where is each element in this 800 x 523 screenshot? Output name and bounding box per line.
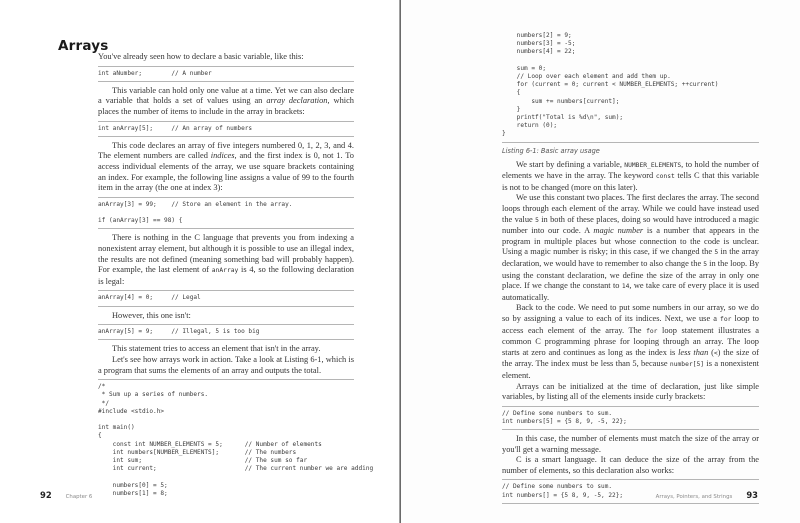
body-paragraph bbox=[502, 455, 759, 476]
text-run: ( bbox=[708, 347, 714, 357]
code-line: { bbox=[98, 432, 102, 440]
code-line: printf("Total is %d\n", sum); bbox=[502, 114, 624, 122]
emphasis-term: array declaration bbox=[266, 96, 328, 106]
code-line: return (0); bbox=[502, 122, 558, 130]
right-page-body bbox=[502, 32, 759, 508]
emphasis-term: indices bbox=[210, 151, 235, 161]
left-page-body bbox=[98, 52, 374, 505]
code-listing bbox=[98, 66, 354, 82]
body-paragraph bbox=[98, 311, 354, 322]
text-run: This code declares an array of five integers numbered 0, 1, 2, 3, and 4. The element numbers are called bbox=[98, 140, 354, 161]
code-line: numbers[1] = 8; bbox=[98, 489, 168, 497]
text-run: In this case, the number of elements must match the size of the array or you'll get a warning message. bbox=[502, 434, 759, 454]
code-line: numbers[3] = -5; bbox=[502, 40, 576, 48]
text-run: You've already seen how to declare a basic variable, like this: bbox=[98, 52, 304, 61]
inline-code: number[5] bbox=[669, 361, 705, 369]
text-run: Let's see how arrays work in action. Take a look at Listing 6-1, which is a program that sums the elements of an array and outputs the total. bbox=[98, 354, 354, 375]
code-line: int numbers[5] = {5 8, 9, -5, 22}; bbox=[502, 417, 627, 425]
text-run: We start by defining a variable, bbox=[516, 159, 625, 169]
emphasis-term: less than bbox=[678, 347, 709, 357]
body-paragraph bbox=[502, 160, 759, 194]
listing-caption: Listing 6-1: Basic array usage bbox=[502, 146, 600, 155]
code-line: const int NUMBER_ELEMENTS = 5; // Number of elements bbox=[98, 440, 322, 448]
page-number: 93 bbox=[746, 490, 758, 500]
text-run: We use this constant two places. The first declares the array. The second loops through each element of the array. While we could have instead used the value bbox=[502, 193, 759, 224]
text-run: , to hold the number of elements we have in the array. The keyword bbox=[502, 159, 760, 181]
body-paragraph bbox=[502, 303, 759, 381]
left-page-footer bbox=[40, 490, 92, 500]
text-run: There is nothing in the C language that prevents you from indexing a nonexistent array element, but although it is possible to use an illegal index, the results are not defined (meaning something bad will probably happen). For example, the last element of bbox=[98, 233, 354, 275]
code-line: * Sum up a series of numbers. bbox=[98, 391, 209, 399]
inline-code: < bbox=[713, 349, 718, 357]
code-line: anArray[5] = 9; // Illegal, 5 is too big bbox=[98, 328, 260, 336]
code-line: } bbox=[502, 130, 506, 138]
text-run: C is a smart language. It can deduce the size of the array from the number of elements, so this declaration also works: bbox=[502, 455, 759, 475]
text-run: is a number that appears in the program in multiple places but whose connection to the code is unclear. Using a magic number is risky; in this case, if we changed the bbox=[502, 226, 759, 257]
body-paragraph bbox=[502, 193, 759, 303]
code-line: // Define some numbers to sum. bbox=[502, 483, 613, 491]
body-paragraph bbox=[98, 344, 354, 355]
text-run: , and the first index is 0, not 1. To access individual elements of the array, we use square brackets containing an index. For example, the following line assigns a value of 99 to the fourth item in the array (the one at index 3): bbox=[98, 151, 354, 193]
left-page bbox=[0, 0, 399, 523]
code-line: if (anArray[3] == 98) { bbox=[98, 217, 183, 225]
text-run: , we take care of every place it is used automatically. bbox=[502, 281, 759, 302]
code-listing bbox=[98, 324, 354, 340]
code-line: */ bbox=[98, 399, 110, 407]
inline-code: NUMBER_ELEMENTS bbox=[624, 161, 682, 169]
code-line: /* bbox=[98, 383, 106, 391]
inline-code: const bbox=[655, 173, 675, 181]
inline-code: 5 bbox=[535, 216, 539, 224]
code-line: // Define some numbers to sum. bbox=[502, 409, 613, 417]
code-listing bbox=[502, 32, 759, 143]
inline-code: anArray bbox=[211, 267, 239, 275]
code-line: } bbox=[502, 105, 521, 113]
body-paragraph bbox=[98, 233, 354, 287]
code-listing bbox=[98, 290, 354, 306]
body-paragraph bbox=[98, 141, 354, 194]
code-line: numbers[4] = 22; bbox=[502, 48, 576, 56]
inline-code: 5 bbox=[703, 260, 708, 268]
right-page-footer bbox=[656, 490, 758, 500]
body-paragraph bbox=[502, 434, 759, 455]
code-line: int main() bbox=[98, 424, 135, 432]
code-line: int numbers[] = {5 8, 9, -5, 22}; bbox=[502, 491, 624, 499]
inline-code: for bbox=[720, 315, 732, 323]
emphasis-term: magic number bbox=[593, 226, 644, 236]
inline-code: for bbox=[646, 327, 658, 335]
text-run: in the loop. By using the constant declaration, we define the size of the array in only one place. If we change the constant to bbox=[502, 258, 760, 291]
code-line: for (current = 0; current < NUMBER_ELEMENTS; ++current) bbox=[502, 81, 719, 89]
running-head: Arrays, Pointers, and Strings bbox=[655, 494, 733, 500]
code-line bbox=[98, 209, 354, 217]
code-line: numbers[2] = 9; bbox=[502, 32, 572, 39]
inline-code: 5 bbox=[714, 249, 719, 257]
text-run: loop to access each element of the array. The bbox=[502, 313, 759, 335]
text-run: However, this one isn't: bbox=[112, 310, 191, 320]
code-listing bbox=[98, 121, 354, 137]
code-line: anArray[3] = 99; // Store an element in the array. bbox=[98, 200, 293, 208]
code-line: sum = 0; bbox=[502, 64, 547, 72]
code-line bbox=[98, 473, 354, 481]
text-run: ) the size of the array. The index must be less than 5, because bbox=[502, 347, 760, 369]
code-line: { bbox=[502, 89, 521, 97]
text-run: This variable can hold only one value at a time. Yet we can also declare a variable that holds a set of values using an bbox=[98, 85, 354, 106]
code-line bbox=[502, 57, 759, 65]
text-run: This statement tries to access an element that isn't in the array. bbox=[112, 344, 321, 354]
text-run: in both of these places, doing so would have introduced a magic number into our code. A bbox=[502, 214, 759, 236]
code-listing bbox=[502, 406, 759, 430]
code-line: #include <stdio.h> bbox=[98, 407, 165, 415]
inline-code: 14 bbox=[621, 283, 630, 291]
code-line: sum += numbers[current]; bbox=[502, 97, 620, 105]
code-line: // Loop over each element and add them up. bbox=[502, 73, 671, 80]
code-line: numbers[0] = 5; bbox=[98, 481, 168, 489]
text-run: loop statement illustrates a common C programming phrase for looping through an array. The loop starts at zero and continues as long as the index is bbox=[502, 325, 760, 357]
body-paragraph bbox=[98, 355, 354, 376]
text-run: , which places the number of items to include in the array in brackets: bbox=[98, 96, 354, 116]
text-run: tells C that this variable is not to be changed (more on this later). bbox=[502, 171, 760, 192]
right-page bbox=[401, 0, 800, 523]
code-line: int anArray[5]; // An array of numbers bbox=[98, 124, 253, 132]
code-line: int numbers[NUMBER_ELEMENTS]; // The numbers bbox=[98, 448, 297, 456]
code-line: int sum; // The sum so far bbox=[98, 456, 308, 464]
text-run: is 4, so the following declaration is legal: bbox=[98, 265, 354, 286]
body-paragraph bbox=[98, 52, 354, 63]
code-line bbox=[98, 416, 354, 424]
page-number: 92 bbox=[40, 490, 52, 500]
running-head: Chapter 6 bbox=[65, 494, 93, 500]
code-line: anArray[4] = 0; // Legal bbox=[98, 294, 201, 302]
text-run: Arrays can be initialized at the time of declaration, just like simple variables, by listing all of the elements inside curly brackets: bbox=[502, 381, 759, 402]
section-heading: Arrays bbox=[58, 38, 109, 54]
body-paragraph bbox=[502, 382, 759, 403]
text-run: is a nonexistent element. bbox=[502, 359, 759, 380]
code-line: int aNumber; // A number bbox=[98, 69, 212, 77]
code-line: int current; // The current number we are adding bbox=[98, 465, 374, 473]
text-run: Back to the code. We need to put some numbers in our array, so we do so by assigning a value to each of its indices. Next, we use a bbox=[502, 303, 759, 323]
text-run: in the array declaration, we would have to remember to also change the bbox=[502, 247, 759, 268]
code-listing bbox=[98, 197, 354, 230]
body-paragraph bbox=[98, 86, 354, 118]
code-listing bbox=[98, 379, 374, 501]
